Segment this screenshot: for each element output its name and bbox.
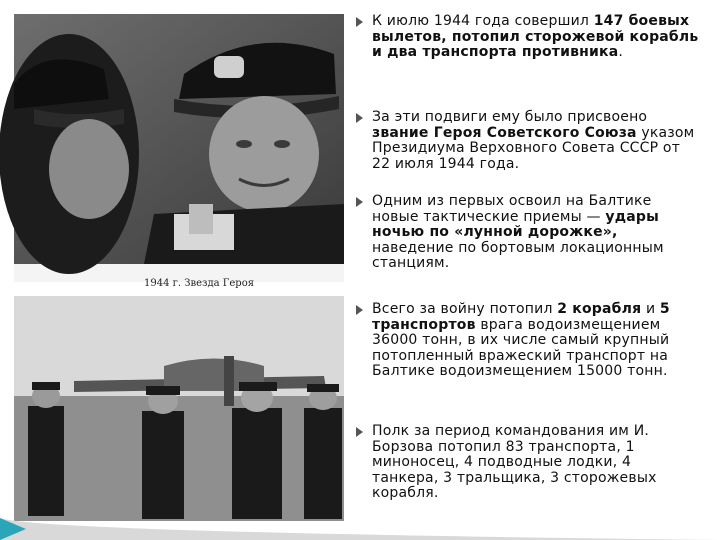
bullet-text [372, 424, 702, 502]
bullet-marker-icon [356, 197, 363, 207]
bullet-text-part: врага водоизмещением 36000 тонн, в их числе самый крупный потопленный вражеский транспорт на Балтике водоизмещением 15000 тонн. [372, 316, 670, 379]
bullet-text-highlight: удары ночью по «лунной дорожке», [372, 208, 659, 240]
bullet-text [372, 194, 702, 272]
bullet-text-highlight: звание Героя Советского Союза [372, 124, 637, 141]
photo-hero-star-ceremony [14, 14, 344, 289]
bullet-text [372, 110, 702, 172]
bullet-marker-icon [356, 305, 363, 315]
bullet-text-highlight: 147 боевых вылетов, потопил сторожевой корабль и два транспорта противника [372, 13, 699, 60]
bullet-text [372, 14, 702, 61]
bullet-text-part: Одним из первых освоил на Балтике новые тактические приемы — [372, 193, 652, 225]
bullet-text-part: . [618, 44, 624, 60]
bullet-text-part: Полк за период командования им И. Борзова потопил 83 транспорта, 1 миноносец, 4 подводные лодки, 4 танкера, 3 тральщика, 3 сторожевых корабля. [372, 423, 657, 501]
bullet-text-part: наведение по бортовым локационным станциям. [372, 239, 664, 271]
bullet-text-part: указом Президиума Верховного Совета СССР от 22 июля 1944 года. [372, 124, 695, 172]
bullet-text-part: За эти подвиги ему было присвоено [372, 109, 648, 125]
photo-pilots-airfield-image [14, 296, 344, 521]
bullet-text-part: и [641, 301, 660, 317]
bullet-text-part: Всего за войну потопил [372, 301, 558, 317]
photo-hero-star-ceremony-image [14, 14, 344, 282]
bullet-text-highlight: 2 корабля [557, 301, 642, 317]
bullet-text-highlight: 5 транспортов [372, 301, 670, 333]
photo-pilots-airfield [14, 296, 344, 521]
bullet-marker-icon [356, 113, 363, 123]
bullet-marker-icon [356, 427, 363, 437]
bullet-text-part: К июлю 1944 года совершил [372, 13, 594, 29]
bullet-marker-icon [356, 17, 363, 27]
accent-bar [0, 518, 720, 540]
photo-caption: 1944 г. Звезда Героя [144, 278, 255, 289]
bullet-text [372, 302, 702, 380]
